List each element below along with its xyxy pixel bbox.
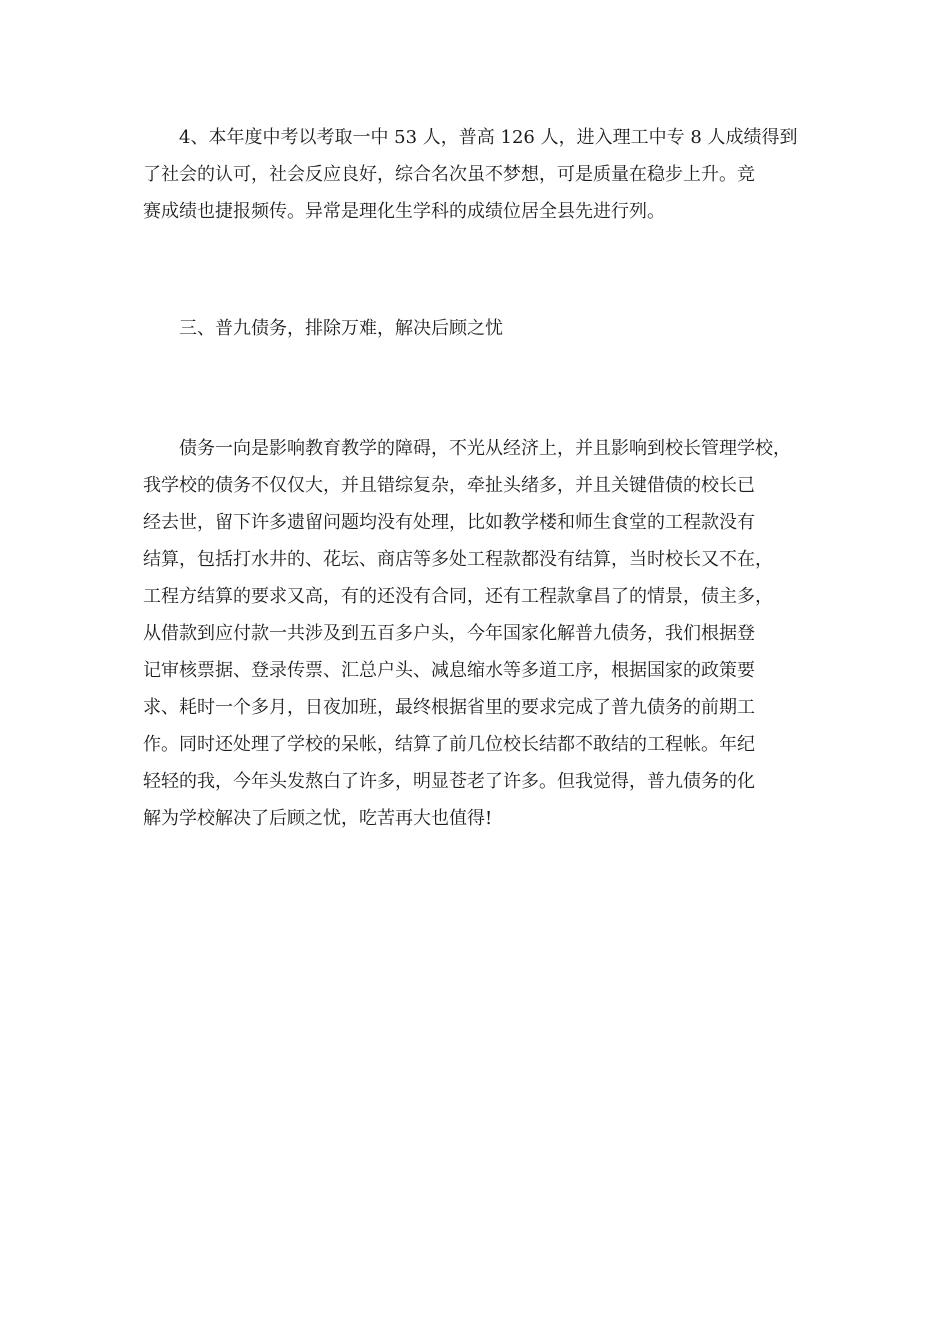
document-body: [143, 119, 833, 837]
text-line: 赛成绩也捷报频传。异常是理化生学科的成绩位居全县先进行列。: [143, 201, 665, 222]
paragraph-debt: [143, 430, 833, 837]
section-heading: 三、普九债务，排除万难，解决后顾之忧: [179, 318, 503, 339]
text-line: 结算，包括打水井的、花坛、商店等多处工程款都没有结算，当时校长又不在，: [143, 549, 773, 570]
paragraph-achievements: [143, 119, 833, 230]
text-line: 从借款到应付款一共涉及到五百多户头，今年国家化解普九债务，我们根据登: [143, 623, 755, 644]
text-line: 轻轻的我，今年头发熬白了许多，明显苍老了许多。但我觉得，普九债务的化: [143, 771, 755, 792]
text-line: 求、耗时一个多月，日夜加班，最终根据省里的要求完成了普九债务的前期工: [143, 697, 755, 718]
text-line: 记审核票据、登录传票、汇总户头、减息缩水等多道工序，根据国家的政策要: [143, 660, 755, 681]
text-line: 经去世，留下许多遗留问题均没有处理，比如教学楼和师生食堂的工程款没有: [143, 512, 755, 533]
text-line: 债务一向是影响教育教学的障碍，不光从经济上，并且影响到校长管理学校，: [179, 438, 791, 459]
text-line: 了社会的认可，社会反应良好，综合名次虽不梦想，可是质量在稳步上升。竞: [143, 164, 755, 185]
text-line: 作。同时还处理了学校的呆帐，结算了前几位校长结都不敢结的工程帐。年纪: [143, 734, 755, 755]
text-line: 4、本年度中考以考取一中 53 人，普高 126 人，进入理工中专 8 人成绩得到: [179, 127, 798, 148]
text-line: 我学校的债务不仅仅大，并且错综复杂，牵扯头绪多，并且关键借债的校长已: [143, 475, 755, 496]
text-line: 解为学校解决了后顾之忧，吃苦再大也值得!: [143, 808, 493, 829]
text-line: 工程方结算的要求又高，有的还没有合同，还有工程款拿昌了的情景，债主多，: [143, 586, 773, 607]
